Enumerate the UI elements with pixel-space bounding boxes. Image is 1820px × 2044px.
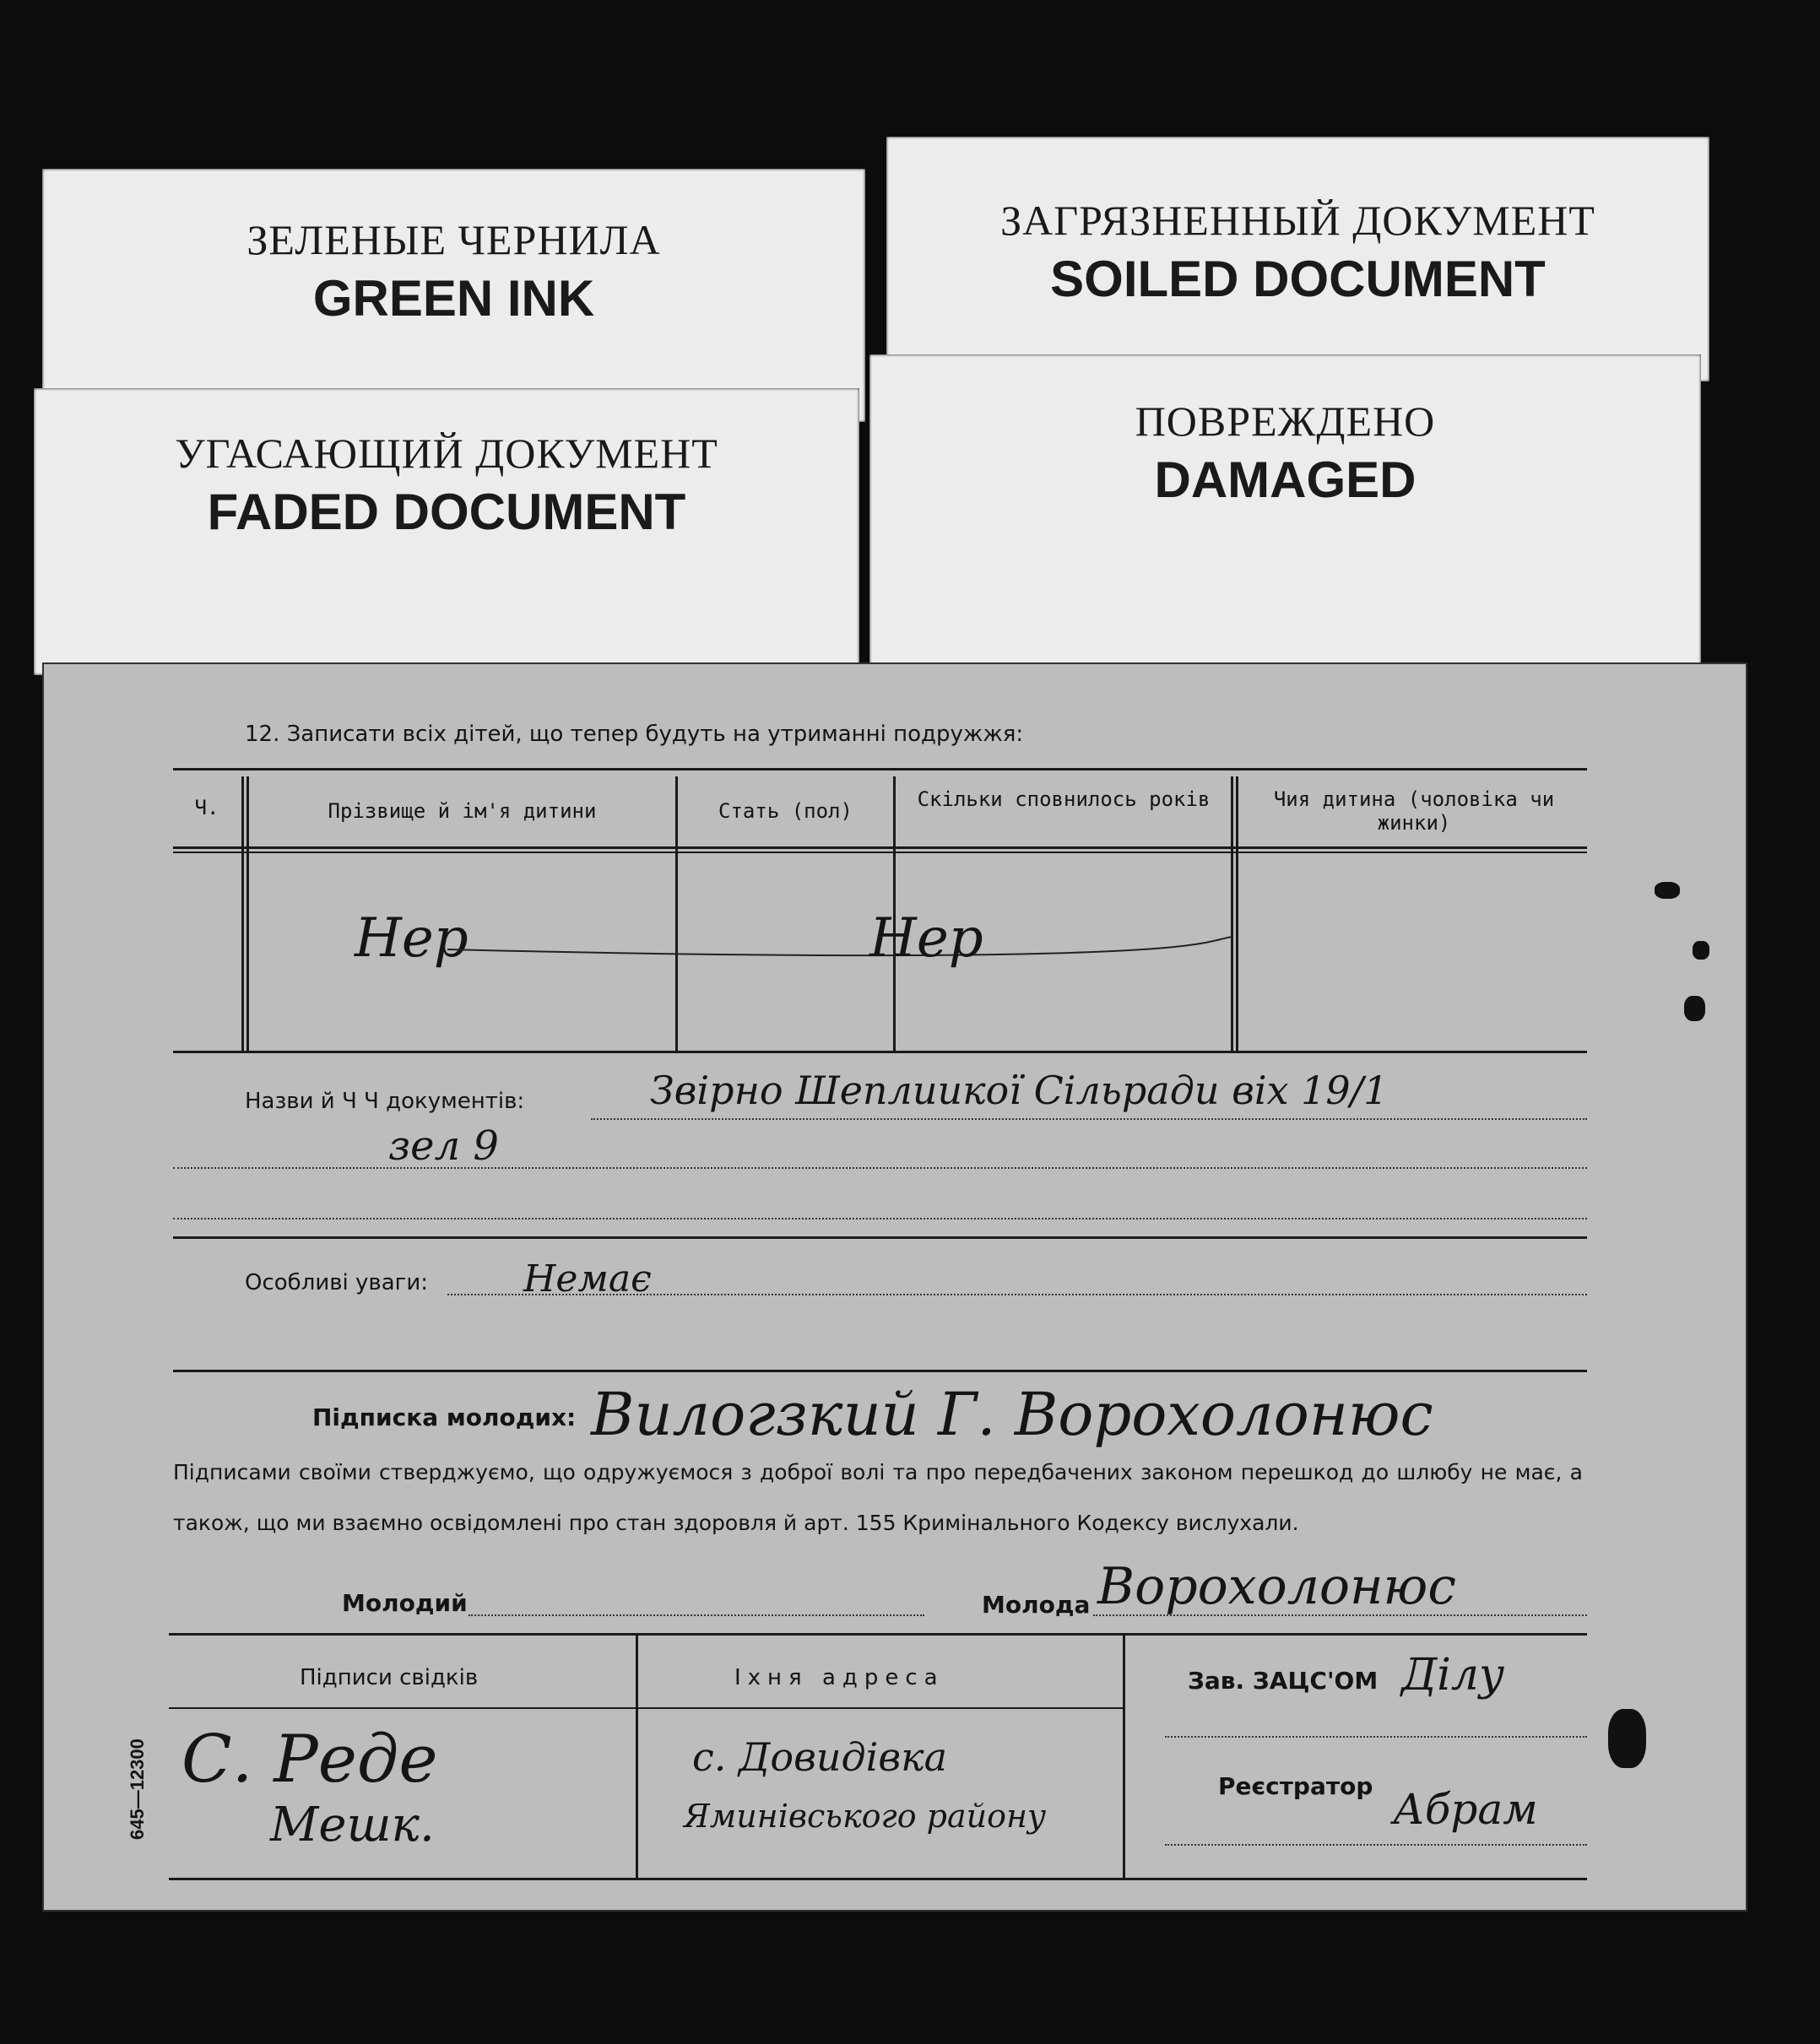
table-header-sex: Стать (пол) <box>718 799 853 823</box>
label-en: DAMAGED <box>1154 452 1416 508</box>
form-bottom-rule <box>169 1878 1587 1880</box>
label-ru: ЗАГРЯЗНЕННЫЙ ДОКУМЕНТ <box>1000 197 1595 244</box>
documents-dotted-line-2 <box>173 1167 1587 1169</box>
label-card-soiled-document <box>886 137 1709 381</box>
label-en: FADED DOCUMENT <box>207 484 686 540</box>
registry-head-dotted-line <box>1165 1736 1587 1738</box>
damage-mark <box>1684 996 1705 1021</box>
strike-line <box>447 933 1232 983</box>
table-header-parent: Чия дитина (чоловіка чи жинки) <box>1273 787 1555 835</box>
groom-dotted-line <box>469 1614 924 1616</box>
table-top-rule <box>173 768 1587 771</box>
address-line-1: с. Довидівка <box>692 1734 948 1780</box>
address-header: Іхня адреса <box>734 1665 945 1690</box>
label-card-green-ink <box>42 169 865 422</box>
damage-mark <box>1655 882 1680 899</box>
bride-signature: Ворохолонюс <box>1097 1557 1456 1616</box>
label-card-damaged <box>869 354 1701 675</box>
bride-label: Молода <box>982 1591 1091 1619</box>
section-title: 12. Записати всіх дітей, що тепер будуть на утриманні подружжя: <box>245 722 1024 747</box>
registrar-signature: Абрам <box>1393 1785 1538 1834</box>
table-header-rule <box>173 846 1587 849</box>
registrar-label: Реєстратор <box>1218 1772 1373 1800</box>
address-line-2: Яминівського району <box>684 1798 1047 1835</box>
witness-col-divider <box>636 1633 638 1878</box>
label-en: GREEN INK <box>312 270 595 327</box>
label-ru: УГАСАЮЩИЙ ДОКУМЕНТ <box>175 430 718 477</box>
label-ru: ЗЕЛЕНЫЕ ЧЕРНИЛА <box>246 216 661 263</box>
table-header-age: Скільки сповнилось років <box>917 787 1211 811</box>
table-header-child-name: Прізвище й ім'я дитини <box>328 799 597 823</box>
table-header-rule-double <box>173 852 1587 853</box>
documents-dotted-line-3 <box>173 1218 1587 1219</box>
label-ru: ПОВРЕЖДЕНО <box>1135 397 1436 445</box>
section-rule <box>169 1633 1587 1636</box>
witness-signature-2: Мешк. <box>270 1798 435 1852</box>
documents-value-2: зел 9 <box>388 1122 499 1170</box>
damage-mark <box>1608 1709 1646 1768</box>
age-entry: Нер <box>869 907 983 970</box>
witness-signature-1: С. Реде <box>181 1722 438 1798</box>
marriage-record-form <box>42 662 1747 1912</box>
notes-label: Особливі уваги: <box>245 1270 428 1295</box>
registry-head-label: Зав. ЗАЦС'ОМ <box>1188 1667 1379 1695</box>
table-bottom-rule <box>173 1051 1587 1053</box>
section-rule <box>173 1236 1587 1239</box>
child-name-entry: Нер <box>355 907 469 970</box>
notes-value: Немає <box>523 1257 652 1300</box>
groom-label: Молодий <box>342 1589 468 1617</box>
table-col-divider <box>1236 776 1238 1051</box>
witness-header-rule <box>169 1707 1123 1709</box>
signature-value: Вилогзкий Г. Ворохолонюс <box>591 1380 1433 1449</box>
table-header-number: Ч. <box>194 796 219 819</box>
documents-dotted-line <box>591 1118 1587 1120</box>
section-rule <box>173 1370 1587 1372</box>
witness-col-divider <box>1123 1633 1125 1878</box>
label-card-faded-document <box>34 388 859 675</box>
signature-label: Підписка молодих: <box>312 1403 577 1431</box>
form-serial-number: 645—12300 <box>127 1738 148 1840</box>
registry-head-signature: Ділу <box>1401 1650 1505 1701</box>
damage-mark <box>1693 941 1709 960</box>
declaration-text: Підписами своїми стверджуємо, що одружуємося з доброї волі та про передбачених законом перешкод до шлюбу не має, а також, що ми взаємно освідомлені про стан здоровля й арт. 155 Кримінального Кодексу вислухали. <box>173 1460 1583 1535</box>
witnesses-header: Підписи свідків <box>300 1665 479 1690</box>
documents-label: Назви й Ч Ч документів: <box>245 1089 525 1114</box>
label-en: SOILED DOCUMENT <box>1050 251 1546 307</box>
documents-value: Звірно Шеплиикої Сільради віх 19/1 <box>650 1068 1389 1113</box>
table-col-divider <box>1231 776 1233 1051</box>
table-col-divider <box>241 776 244 1051</box>
registrar-dotted-line <box>1165 1844 1587 1846</box>
